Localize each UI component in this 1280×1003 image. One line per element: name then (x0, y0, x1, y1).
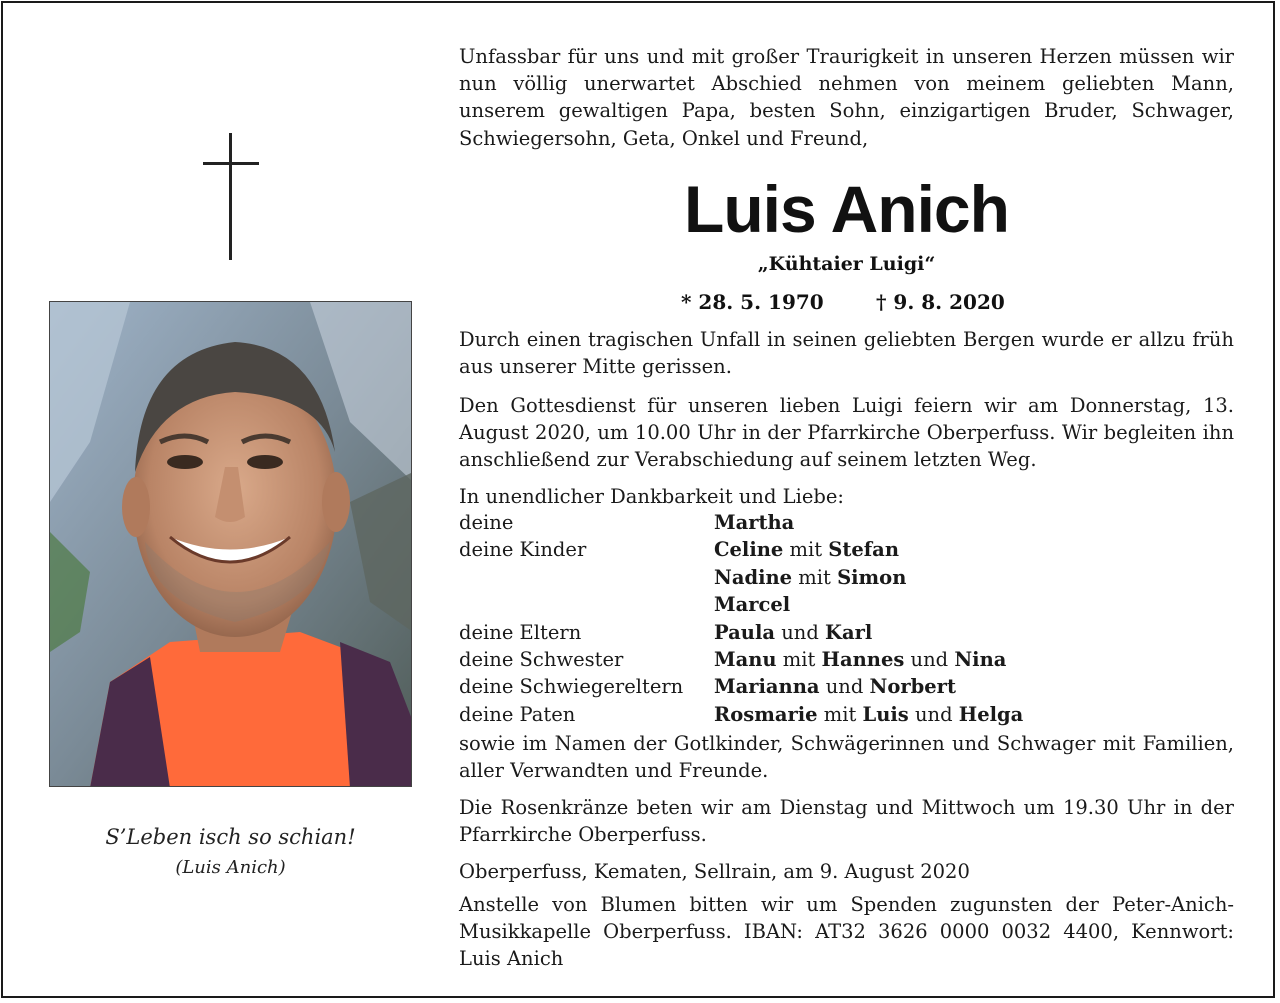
mourner-row (459, 538, 1234, 565)
service-paragraph: Den Gottesdienst für unseren lieben Luigi feiern wir am Donnerstag, 13. August 2020, um 10.00 Uhr in der Pfarrkirche Oberperfuss. Wir begleiten ihn anschließend zur Verabschiedung auf seinem letzten Weg. (459, 394, 1234, 472)
birth-date: * 28. 5. 1970 (681, 290, 824, 314)
mourner-row (459, 593, 1234, 620)
mourner-names: Manu mit Hannes und Nina (714, 648, 1007, 671)
donation-paragraph: Anstelle von Blumen bitten wir um Spenden zugunsten der Peter-Anich-Musikkapelle Oberperfuss. IBAN: AT32 3626 0000 0032 4400, Kennwort: Luis Anich (459, 893, 1234, 971)
obituary-frame (1, 1, 1275, 998)
intro-paragraph: Unfassbar für uns und mit großer Traurigkeit in unseren Herzen müssen wir nun völlig unerwartet Abschied nehmen von meinem geliebten Mann, unserem gewaltigen Papa, besten Sohn, einzigartigen Bruder, Schwager, Schwiegersohn, Geta, Onkel und Freund, (459, 45, 1234, 150)
death-date: † 9. 8. 2020 (876, 290, 1005, 314)
motto-quote: S’Leben isch so schian! (105, 825, 356, 849)
gratitude-line: In unendlicher Dankbarkeit und Liebe: (459, 485, 844, 508)
mourner-names: Marcel (714, 593, 791, 617)
place-date: Oberperfuss, Kematen, Sellrain, am 9. August 2020 (459, 860, 970, 883)
mourner-row (459, 511, 1234, 538)
others-paragraph: sowie im Namen der Gotlkinder, Schwägerinnen und Schwager mit Familien, aller Verwandten und Freunde. (459, 732, 1234, 783)
mourner-relation: deine Schwester (459, 648, 624, 671)
mourner-row (459, 703, 1234, 730)
mourner-names: Martha (714, 511, 795, 534)
mourner-names: Rosmarie mit Luis und Helga (714, 702, 1024, 726)
portrait-photo (49, 301, 412, 787)
rosary-paragraph: Die Rosenkränze beten wir am Dienstag und Mittwoch um 19.30 Uhr in der Pfarrkirche Oberperfuss. (459, 796, 1234, 847)
mourner-names: Paula und Karl (714, 620, 873, 644)
mourner-row (459, 675, 1234, 702)
mourner-relation: deine Schwiegereltern (459, 675, 684, 699)
mourner-relation: deine (459, 511, 514, 534)
mourner-row (459, 621, 1234, 648)
mourner-relation: deine Paten (459, 702, 576, 726)
mourner-relation: deine Kinder (459, 538, 587, 562)
mourner-relation: deine Eltern (459, 620, 582, 644)
nickname: „Kühtaier Luigi“ (757, 253, 936, 275)
mourner-row (459, 648, 1234, 675)
mourner-names: Nadine mit Simon (714, 565, 907, 589)
accident-paragraph: Durch einen tragischen Unfall in seinen geliebten Bergen wurde er allzu früh aus unserer Mitte gerissen. (459, 328, 1234, 379)
motto-author: (Luis Anich) (175, 857, 286, 878)
mourner-row (459, 566, 1234, 593)
mourner-names: Celine mit Stefan (714, 538, 899, 562)
mourner-names: Marianna und Norbert (714, 675, 956, 699)
deceased-name: Luis Anich (684, 172, 1009, 246)
